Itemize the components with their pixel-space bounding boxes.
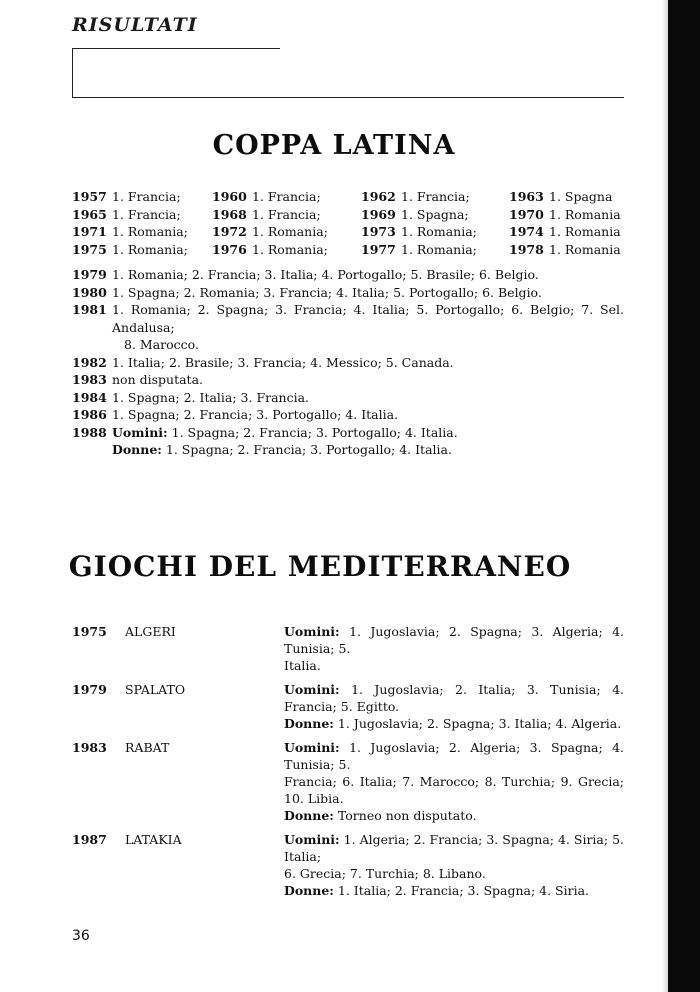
result-text: 1. Romania;	[252, 224, 328, 239]
year-label: 1982	[72, 354, 107, 370]
year-label: 1975	[72, 624, 107, 639]
games-results	[284, 623, 624, 674]
year-label: 1983	[72, 740, 107, 755]
men-results-line	[284, 831, 624, 865]
result-text	[112, 406, 624, 424]
frame-top-line	[72, 48, 280, 49]
year-label: 1976	[212, 241, 247, 257]
men-results: 1. Jugoslavia; 2. Spagna; 3. Algeria; 4. Tunisia; 5.	[284, 624, 624, 656]
men-label: Uomini:	[284, 624, 340, 639]
games-row	[72, 831, 624, 899]
result-text: 1. Romania;	[112, 241, 188, 257]
games-row	[72, 739, 624, 824]
result-row	[72, 301, 624, 354]
result-text	[112, 266, 624, 284]
result-text: 1. Francia;	[252, 206, 321, 222]
men-results: 1. Algeria; 2. Francia; 3. Spagna; 4. Siria; 5. Italia;	[284, 832, 624, 864]
year-label: 1975	[72, 241, 107, 257]
result-text: 1. Romania;	[401, 224, 477, 239]
host-city: ALGERI	[125, 624, 176, 639]
year-label: 1962	[361, 189, 396, 204]
men-results: Francia; 6. Italia; 7. Marocco; 8. Turchia; 9. Grecia; 10. Libia.	[284, 774, 624, 806]
result-text	[112, 284, 624, 302]
result-text: 1. Francia;	[112, 189, 181, 204]
year-label: 1969	[361, 206, 396, 222]
year-label: 1988	[72, 424, 107, 440]
games-results	[284, 831, 624, 899]
year-label: 1984	[72, 389, 107, 405]
men-results-line	[284, 623, 624, 657]
result-line: non disputata.	[112, 372, 203, 387]
men-results: 6. Grecia; 7. Turchia; 8. Libano.	[284, 866, 486, 881]
women-results: 1. Italia; 2. Francia; 3. Spagna; 4. Siria.	[337, 883, 590, 898]
year-label: 1974	[509, 224, 544, 239]
result-text: 1. Francia;	[252, 189, 321, 204]
giochi-mediterraneo-results	[72, 623, 624, 906]
grid-cell	[361, 206, 509, 224]
frame-left-line	[72, 48, 73, 98]
grid-cell	[212, 241, 361, 259]
year-label: 1965	[72, 206, 107, 222]
result-row	[72, 371, 624, 389]
result-row	[72, 406, 624, 424]
grid-cell	[212, 188, 361, 206]
grid-cell	[361, 188, 509, 206]
result-text: 1. Romania	[549, 224, 621, 239]
women-results-line	[284, 807, 624, 824]
year-label: 1979	[72, 267, 107, 282]
giochi-mediterraneo-title: GIOCHI DEL MEDITERRANEO	[68, 550, 572, 583]
result-row	[72, 354, 624, 372]
grid-cell	[72, 223, 212, 241]
grid-row	[72, 188, 632, 206]
result-text: 1. Francia;	[401, 189, 470, 204]
result-text	[112, 371, 624, 389]
games-row	[72, 623, 624, 674]
women-label: Donne:	[112, 442, 162, 457]
grid-cell	[509, 223, 632, 241]
grid-row	[72, 241, 632, 259]
result-line: 1. Romania; 2. Francia; 3. Italia; 4. Portogallo; 5. Brasile; 6. Belgio.	[112, 267, 539, 282]
year-label: 1981	[72, 302, 107, 317]
result-text: 1. Romania;	[252, 241, 328, 257]
year-label: 1973	[361, 224, 396, 239]
result-row	[72, 389, 624, 407]
men-results: 1. Jugoslavia; 2. Italia; 3. Tunisia; 4. Francia; 5. Egitto.	[284, 682, 625, 714]
women-results: Torneo non disputato.	[337, 808, 477, 823]
result-text: 1. Spagna;	[401, 206, 469, 222]
result-row	[72, 266, 624, 284]
year-label: 1963	[509, 189, 544, 204]
men-results-line	[284, 681, 624, 715]
year-label: 1977	[361, 241, 396, 257]
host-city: RABAT	[125, 740, 170, 755]
result-text: 1. Romania;	[401, 241, 477, 257]
result-text	[112, 301, 624, 354]
result-text: 1. Romania	[549, 241, 621, 257]
result-text: 1. Romania;	[112, 224, 188, 239]
year-label: 1972	[212, 224, 247, 239]
men-label: Uomini:	[284, 832, 340, 847]
women-results: 1. Jugoslavia; 2. Spagna; 3. Italia; 4. Algeria.	[337, 716, 622, 731]
coppa-latina-title: COPPA LATINA	[212, 130, 456, 161]
grid-cell	[72, 206, 212, 224]
men-results-line	[284, 739, 624, 773]
year-label: 1987	[72, 832, 107, 847]
host-city: LATAKIA	[125, 832, 182, 847]
frame-bottom-line	[72, 97, 624, 98]
result-text	[112, 389, 624, 407]
result-row-1988	[72, 424, 624, 459]
grid-cell	[509, 206, 632, 224]
header-frame	[72, 48, 624, 98]
men-results: Italia.	[284, 658, 321, 673]
result-row	[72, 284, 624, 302]
women-label: Donne:	[284, 716, 334, 731]
men-results-line	[284, 865, 624, 882]
result-line: 1. Romania; 2. Spagna; 3. Francia; 4. Italia; 5. Portogallo; 6. Belgio; 7. Sel. Andalusa;	[112, 302, 624, 335]
year-label: 1986	[72, 407, 107, 422]
year-label: 1971	[72, 224, 107, 239]
coppa-latina-results-list	[72, 266, 624, 459]
grid-row	[72, 206, 632, 224]
games-row	[72, 681, 624, 732]
result-text: 1. Romania	[549, 206, 621, 222]
men-label: Uomini:	[112, 424, 168, 440]
result-line: 1. Italia; 2. Brasile; 3. Francia; 4. Messico; 5. Canada.	[112, 354, 454, 370]
host-city: SPALATO	[125, 682, 186, 697]
women-results-line	[112, 441, 624, 459]
men-label: Uomini:	[284, 682, 340, 697]
grid-cell	[361, 223, 509, 241]
women-label: Donne:	[284, 883, 334, 898]
result-text: 1. Francia;	[112, 206, 181, 222]
grid-cell	[212, 206, 361, 224]
men-results: 1. Jugoslavia; 2. Algeria; 3. Spagna; 4. Tunisia; 5.	[284, 740, 624, 772]
page-number: 36	[72, 928, 90, 944]
year-label: 1968	[212, 206, 247, 222]
result-text	[112, 354, 624, 372]
result-text: 1. Spagna	[549, 189, 613, 204]
women-results-line	[284, 715, 624, 732]
grid-cell	[72, 241, 212, 259]
result-line: 1. Spagna; 2. Romania; 3. Francia; 4. Italia; 5. Portogallo; 6. Belgio.	[112, 284, 542, 300]
year-label: 1979	[72, 682, 107, 697]
grid-cell	[509, 188, 632, 206]
grid-cell	[72, 188, 212, 206]
men-label: Uomini:	[284, 740, 340, 755]
grid-cell	[212, 223, 361, 241]
year-label: 1957	[72, 189, 107, 204]
games-results	[284, 739, 624, 824]
men-results: 1. Spagna; 2. Francia; 3. Portogallo; 4. Italia.	[171, 424, 458, 440]
page-edge-shadow	[668, 0, 700, 992]
year-label: 1970	[509, 206, 544, 222]
women-label: Donne:	[284, 808, 334, 823]
men-results-line	[112, 424, 624, 442]
men-results-line	[284, 657, 624, 674]
result-line: 1. Spagna; 2. Francia; 3. Portogallo; 4. Italia.	[112, 407, 399, 422]
women-results: 1. Spagna; 2. Francia; 3. Portogallo; 4. Italia.	[165, 442, 452, 457]
result-line: 8. Marocco.	[124, 337, 199, 352]
grid-cell	[361, 241, 509, 259]
year-label: 1983	[72, 372, 107, 387]
coppa-latina-early-results	[72, 188, 632, 258]
grid-row	[72, 223, 632, 241]
result-text	[112, 424, 624, 459]
year-label: 1978	[509, 241, 544, 257]
year-label: 1960	[212, 189, 247, 204]
men-results-line	[284, 773, 624, 807]
result-line: 1. Spagna; 2. Italia; 3. Francia.	[112, 389, 310, 405]
year-label: 1980	[72, 284, 107, 300]
grid-cell	[509, 241, 632, 259]
women-results-line	[284, 882, 624, 899]
section-header: RISULTATI	[72, 14, 198, 36]
games-results	[284, 681, 624, 732]
